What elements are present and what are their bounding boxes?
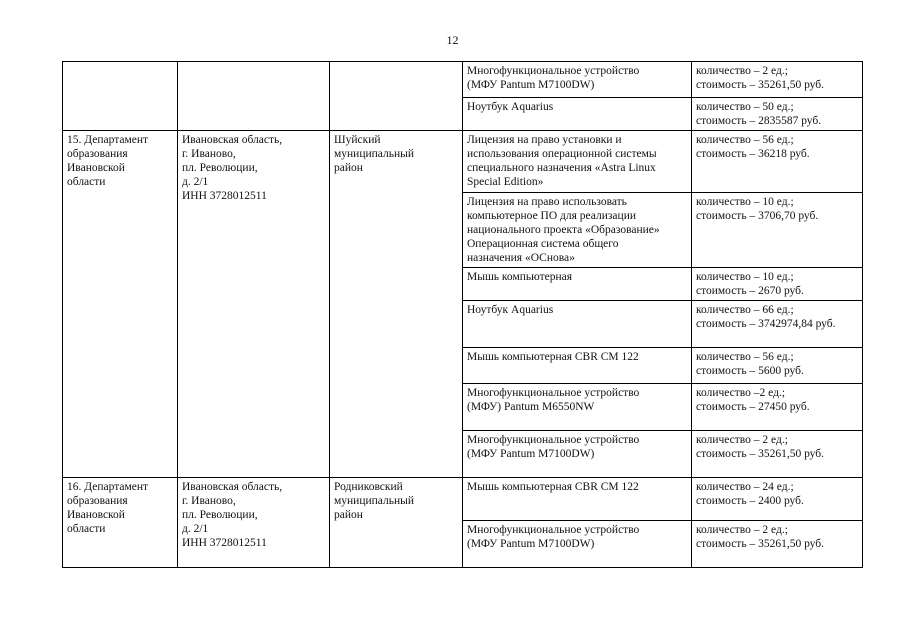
equipment-cell: Многофункциональное устройство (МФУ Pantum M7100DW) bbox=[463, 521, 692, 568]
organization-cell: 16. Департамент образования Ивановской области bbox=[63, 478, 178, 568]
table-row bbox=[63, 478, 863, 521]
quantity-cost-cell: количество –2 ед.; стоимость – 27450 руб. bbox=[692, 384, 863, 431]
quantity-cost-cell: количество – 24 ед.; стоимость – 2400 руб. bbox=[692, 478, 863, 521]
address-cell-empty bbox=[178, 62, 330, 131]
equipment-cell: Лицензия на право установки и использования операционной системы специального назначения «Astra Linux Special Edition» bbox=[463, 131, 692, 193]
table-row bbox=[63, 131, 863, 193]
quantity-cost-cell: количество – 66 ед.; стоимость – 3742974,84 руб. bbox=[692, 301, 863, 348]
organization-cell: 15. Департамент образования Ивановской области bbox=[63, 131, 178, 478]
equipment-cell: Мышь компьютерная CBR CM 122 bbox=[463, 348, 692, 384]
quantity-cost-cell: количество – 10 ед.; стоимость – 3706,70 руб. bbox=[692, 193, 863, 268]
equipment-cell: Ноутбук Aquarius bbox=[463, 98, 692, 131]
quantity-cost-cell: количество – 56 ед.; стоимость – 5600 руб. bbox=[692, 348, 863, 384]
quantity-cost-cell: количество – 10 ед.; стоимость – 2670 руб. bbox=[692, 268, 863, 301]
district-cell-empty bbox=[330, 62, 463, 131]
equipment-cell: Лицензия на право использовать компьютерное ПО для реализации национального проекта «Образование» Операционная система общего назначения «ОСнова» bbox=[463, 193, 692, 268]
quantity-cost-cell: количество – 2 ед.; стоимость – 35261,50 руб. bbox=[692, 62, 863, 98]
quantity-cost-cell: количество – 50 ед.; стоимость – 2835587 руб. bbox=[692, 98, 863, 131]
quantity-cost-cell: количество – 56 ед.; стоимость – 36218 руб. bbox=[692, 131, 863, 193]
equipment-cell: Многофункциональное устройство (МФУ Pantum M7100DW) bbox=[463, 62, 692, 98]
allocation-table bbox=[62, 61, 863, 568]
address-cell: Ивановская область, г. Иваново, пл. Революции, д. 2/1 ИНН 3728012511 bbox=[178, 131, 330, 478]
equipment-cell: Мышь компьютерная CBR CM 122 bbox=[463, 478, 692, 521]
address-cell: Ивановская область, г. Иваново, пл. Революции, д. 2/1 ИНН 3728012511 bbox=[178, 478, 330, 568]
quantity-cost-cell: количество – 2 ед.; стоимость – 35261,50 руб. bbox=[692, 521, 863, 568]
org-cell-empty bbox=[63, 62, 178, 131]
quantity-cost-cell: количество – 2 ед.; стоимость – 35261,50 руб. bbox=[692, 431, 863, 478]
equipment-cell: Многофункциональное устройство (МФУ) Pantum M6550NW bbox=[463, 384, 692, 431]
equipment-cell: Мышь компьютерная bbox=[463, 268, 692, 301]
district-cell: Родниковский муниципальный район bbox=[330, 478, 463, 568]
equipment-cell: Ноутбук Aquarius bbox=[463, 301, 692, 348]
equipment-cell: Многофункциональное устройство (МФУ Pantum M7100DW) bbox=[463, 431, 692, 478]
district-cell: Шуйский муниципальный район bbox=[330, 131, 463, 478]
table-row bbox=[63, 62, 863, 98]
page-number: 12 bbox=[446, 33, 459, 47]
